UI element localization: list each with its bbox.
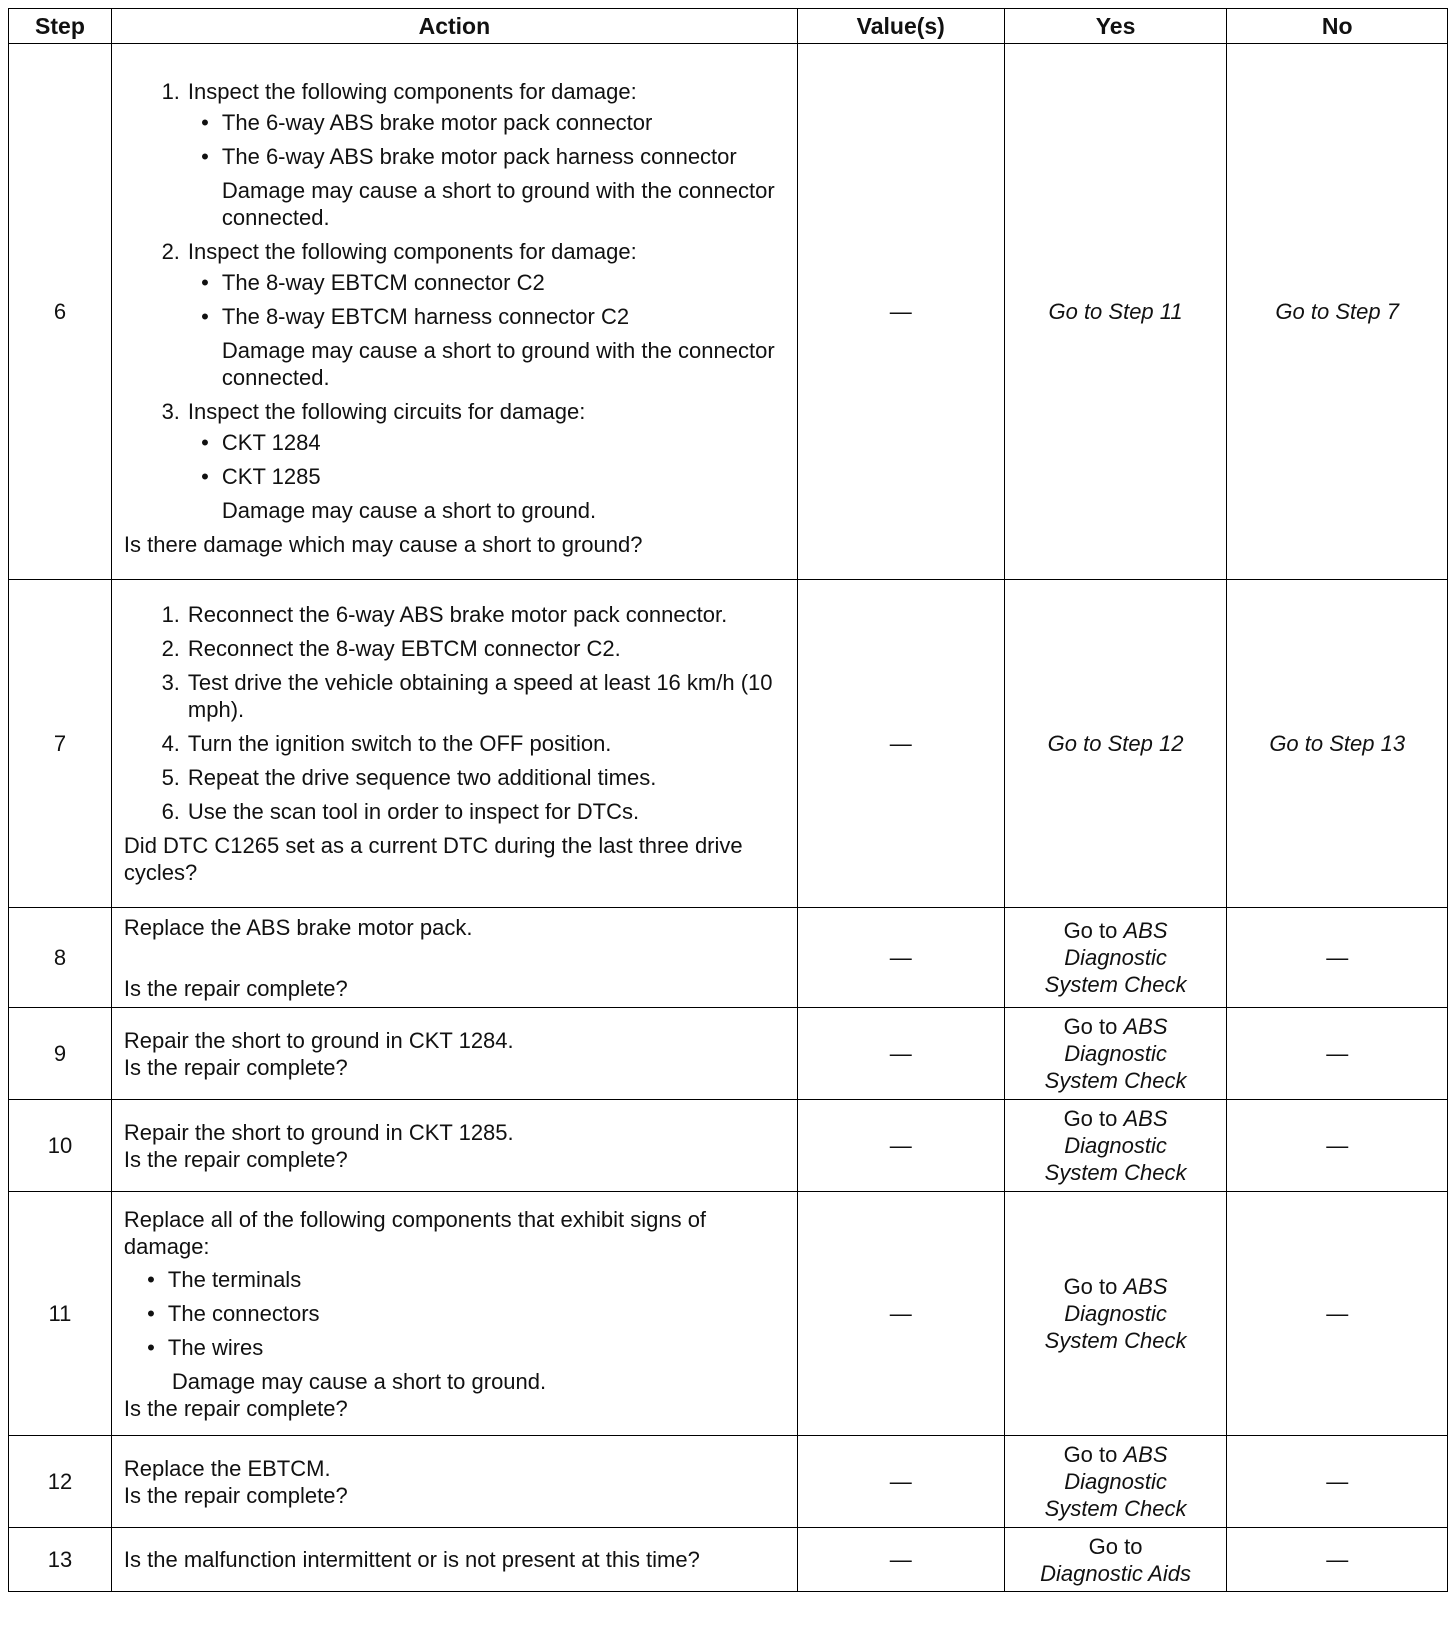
bullet-item: • The terminals xyxy=(147,1266,302,1292)
yes-cell: Go to Step 12 xyxy=(1004,580,1227,908)
question-text: Did DTC C1265 set as a current DTC during the last three drive cycles? xyxy=(123,833,743,885)
table-row-step-9 xyxy=(9,1008,1448,1100)
bullet-item: • CKT 1285 xyxy=(201,464,321,489)
question-text: Is the repair complete? xyxy=(123,1395,348,1421)
step-number: 13 xyxy=(9,1528,112,1592)
yes-cell: Go to Diagnostic Aids xyxy=(1004,1528,1227,1592)
list-item: 2. Reconnect the 8-way EBTCM connector C2. xyxy=(161,636,621,661)
action-cell xyxy=(111,1528,797,1592)
no-cell: — xyxy=(1227,1100,1448,1192)
action-text: Replace the ABS brake motor pack. xyxy=(123,914,473,940)
action-text: Replace the EBTCM. xyxy=(123,1455,331,1481)
yes-cell: Go to ABS Diagnostic System Check xyxy=(1004,1100,1227,1192)
action-cell xyxy=(111,44,797,580)
step-number: 11 xyxy=(9,1192,112,1436)
no-cell: — xyxy=(1227,908,1448,1008)
no-cell: — xyxy=(1227,1436,1448,1528)
no-cell: Go to Step 7 xyxy=(1227,44,1448,580)
table-row-step-8 xyxy=(9,908,1448,1008)
list-item: 4. Turn the ignition switch to the OFF position. xyxy=(161,731,612,756)
yes-cell: Go to ABS Diagnostic System Check xyxy=(1004,908,1227,1008)
question-text: Is the repair complete? xyxy=(123,1146,348,1172)
bullet-item: • The 6-way ABS brake motor pack harness connector xyxy=(201,144,737,169)
value-cell: — xyxy=(797,580,1004,908)
list-item: 5. Repeat the drive sequence two additional times. xyxy=(161,765,657,790)
list-item: 3. Inspect the following circuits for damage: • CKT 1284 • CKT 1285 Damage may cause a short to ground. xyxy=(124,398,789,524)
yes-link: Diagnostic Aids xyxy=(1040,1560,1191,1586)
no-cell: — xyxy=(1227,1008,1448,1100)
value-cell: — xyxy=(797,1192,1004,1436)
step-number: 10 xyxy=(9,1100,112,1192)
yes-link: ABS xyxy=(1123,1014,1168,1039)
header-values: Value(s) xyxy=(797,9,1004,44)
table-row-step-7 xyxy=(9,580,1448,908)
note-text: Damage may cause a short to ground with the connector connected. xyxy=(221,178,775,230)
bullet-item: • The 8-way EBTCM connector C2 xyxy=(201,270,545,295)
question-text: Is the malfunction intermittent or is not present at this time? xyxy=(123,1547,700,1572)
header-row xyxy=(9,9,1448,44)
value-cell: — xyxy=(797,44,1004,580)
table-row-step-12 xyxy=(9,1436,1448,1528)
no-cell: Go to Step 13 xyxy=(1227,580,1448,908)
no-cell: — xyxy=(1227,1192,1448,1436)
yes-cell: Go to ABS Diagnostic System Check xyxy=(1004,1192,1227,1436)
table-row-step-10 xyxy=(9,1100,1448,1192)
yes-link: ABS xyxy=(1123,918,1168,943)
table-row-step-6 xyxy=(9,44,1448,580)
question-text: Is the repair complete? xyxy=(123,1482,348,1508)
action-cell xyxy=(111,1192,797,1436)
list-item: 2. Inspect the following components for damage: • The 8-way EBTCM connector C2 • The 8-way EBTCM harness connector C2 Damage may cause a short to ground with the connector connected. xyxy=(124,238,789,391)
step-number: 6 xyxy=(9,44,112,580)
header-yes: Yes xyxy=(1004,9,1227,44)
list-item: 6. Use the scan tool in order to inspect for DTCs. xyxy=(161,799,640,824)
bullet-item: • The connectors xyxy=(147,1300,320,1326)
diagnostic-table-container xyxy=(8,8,1448,1592)
yes-link: ABS xyxy=(1123,1274,1168,1299)
note-text: Damage may cause a short to ground with the connector connected. xyxy=(221,338,775,390)
yes-cell: Go to Step 11 xyxy=(1004,44,1227,580)
value-cell: — xyxy=(797,1100,1004,1192)
bullet-item: • The wires xyxy=(147,1334,264,1360)
yes-cell: Go to ABS Diagnostic System Check xyxy=(1004,1008,1227,1100)
value-cell: — xyxy=(797,1008,1004,1100)
action-text: Repair the short to ground in CKT 1285. xyxy=(123,1119,514,1145)
bullet-item: • The 6-way ABS brake motor pack connector xyxy=(201,110,653,135)
action-cell xyxy=(111,908,797,1008)
value-cell: — xyxy=(797,1436,1004,1528)
note-text: Damage may cause a short to ground. xyxy=(221,498,597,523)
list-item: 1. Reconnect the 6-way ABS brake motor pack connector. xyxy=(161,602,728,627)
header-action: Action xyxy=(111,9,797,44)
bullet-item: • CKT 1284 xyxy=(201,430,321,455)
list-item: 3. Test drive the vehicle obtaining a speed at least 16 km/h (10 mph). xyxy=(161,670,773,722)
table-row-step-11 xyxy=(9,1192,1448,1436)
list-item: 1. Inspect the following components for damage: • The 6-way ABS brake motor pack connector • The 6-way ABS brake motor pack harness connector Damage may cause a short to ground with the connector connected. xyxy=(124,78,789,231)
action-text: Replace all of the following components that exhibit signs of damage: xyxy=(123,1206,707,1259)
yes-link: ABS xyxy=(1123,1106,1168,1131)
note-text: Damage may cause a short to ground. xyxy=(171,1368,547,1394)
step-number: 9 xyxy=(9,1008,112,1100)
no-cell: — xyxy=(1227,1528,1448,1592)
action-text: Repair the short to ground in CKT 1284. xyxy=(123,1027,514,1053)
action-cell xyxy=(111,1100,797,1192)
yes-link: ABS xyxy=(1123,1442,1168,1467)
step-number: 12 xyxy=(9,1436,112,1528)
header-step: Step xyxy=(9,9,112,44)
action-cell xyxy=(111,580,797,908)
value-cell: — xyxy=(797,908,1004,1008)
action-cell xyxy=(111,1436,797,1528)
diagnostic-table xyxy=(8,8,1448,1592)
step-number: 8 xyxy=(9,908,112,1008)
bullet-item: • The 8-way EBTCM harness connector C2 xyxy=(201,304,630,329)
yes-cell: Go to ABS Diagnostic System Check xyxy=(1004,1436,1227,1528)
question-text: Is the repair complete? xyxy=(123,1054,348,1080)
value-cell: — xyxy=(797,1528,1004,1592)
table-row-step-13 xyxy=(9,1528,1448,1592)
question-text: Is the repair complete? xyxy=(123,975,348,1001)
header-no: No xyxy=(1227,9,1448,44)
action-cell xyxy=(111,1008,797,1100)
question-text: Is there damage which may cause a short to ground? xyxy=(123,532,643,557)
step-number: 7 xyxy=(9,580,112,908)
